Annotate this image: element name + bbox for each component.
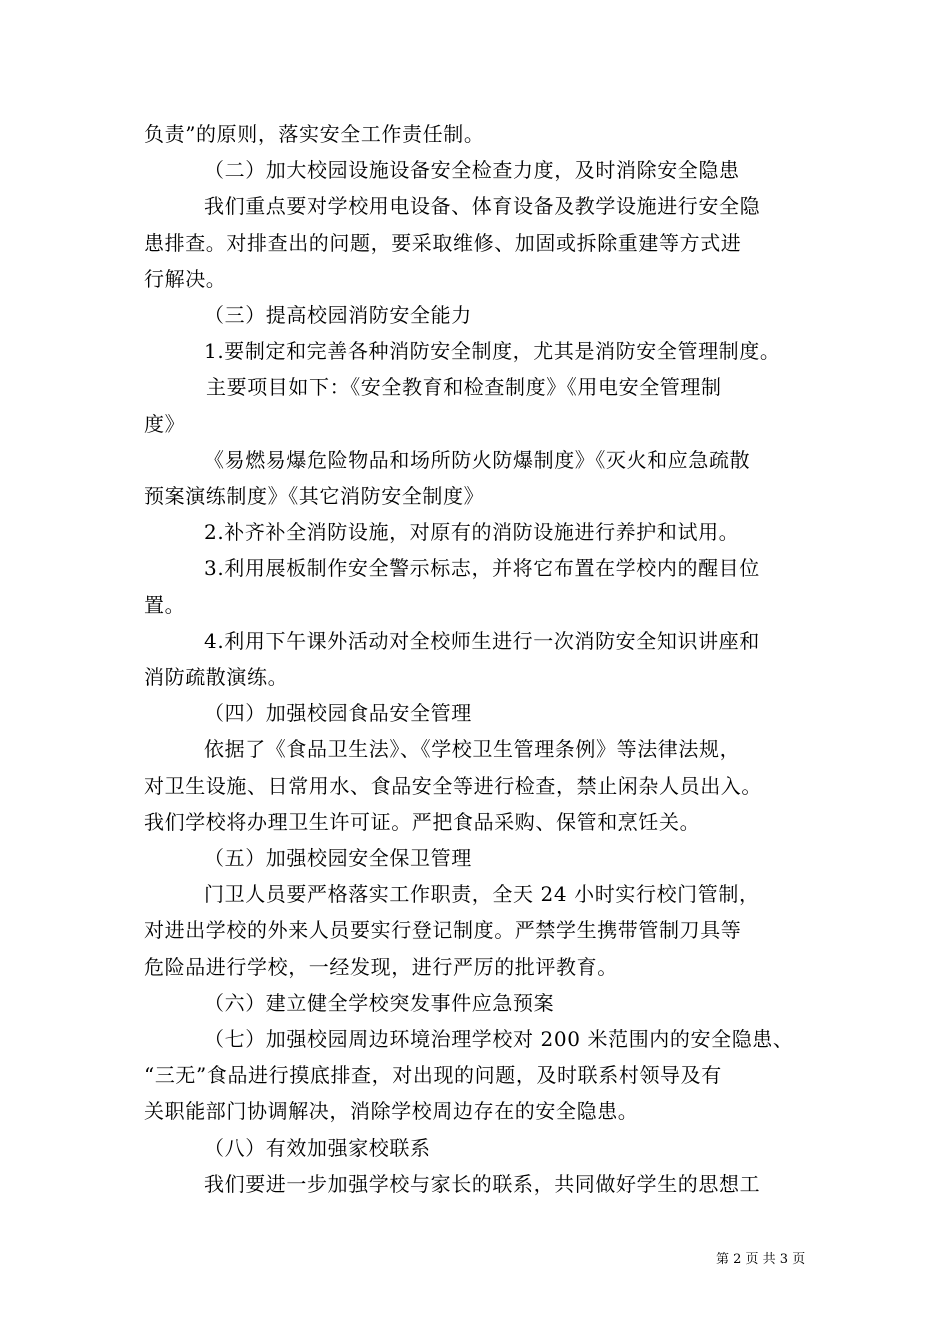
paragraph-line: 门卫人员要严格落实工作职责，全天 24 小时实行校门管制， (204, 882, 760, 907)
list-item-2: 2.补齐补全消防设施，对原有的消防设施进行养护和试用。 (204, 520, 740, 545)
section-heading-7: （七）加强校园周边环境治理学校对 200 米范围内的安全隐患、 (204, 1027, 794, 1052)
paragraph-line: 我们要进一步加强学校与家长的联系，共同做好学生的思想工 (204, 1171, 761, 1196)
document-body (144, 116, 824, 1202)
paragraph-line: “三无”食品进行摸底排查，对出现的问题，及时联系村领导及有 (144, 1063, 722, 1088)
paragraph-line: 消防疏散演练。 (144, 665, 289, 690)
paragraph-line: 危险品进行学校，一经发现，进行严厉的批评教育。 (144, 954, 618, 979)
paragraph-line: 对进出学校的外来人员要实行登记制度。严禁学生携带管制刀具等 (144, 918, 742, 943)
paragraph-line: 我们重点要对学校用电设备、体育设备及教学设施进行安全隐 (204, 194, 761, 219)
paragraph-line: 对卫生设施、日常用水、食品安全等进行检查，禁止闲杂人员出入。 (144, 773, 762, 798)
section-heading-4: （四）加强校园食品安全管理 (204, 701, 472, 726)
paragraph-line: 依据了《食品卫生法》、《学校卫生管理条例》等法律法规， (204, 737, 741, 762)
section-heading-2: （二）加大校园设施设备安全检查力度，及时消除安全隐患 (204, 158, 740, 183)
paragraph-line: 患排查。对排查出的问题，要采取维修、加固或拆除重建等方式进 (144, 230, 742, 255)
paragraph-line: 负责”的原则，落实安全工作责任制。 (144, 122, 485, 146)
list-item-3: 3.利用展板制作安全警示标志，并将它布置在学校内的醒目位 (204, 556, 760, 581)
section-heading-6: （六）建立健全学校突发事件应急预案 (204, 990, 555, 1015)
paragraph-line: 我们学校将办理卫生许可证。严把食品采购、保管和烹饪关。 (144, 809, 701, 834)
paragraph-line: 关职能部门协调解决，消除学校周边存在的安全隐患。 (144, 1099, 639, 1124)
section-heading-8: （八）有效加强家校联系 (204, 1135, 431, 1160)
paragraph-line: 行解决。 (144, 266, 227, 291)
paragraph-line: 预案演练制度》《其它消防安全制度》 (144, 484, 485, 509)
paragraph-line: 度》 (144, 411, 186, 436)
paragraph-line: 《易燃易爆危险物品和场所防火防爆制度》《灭火和应急疏散 (204, 447, 751, 472)
list-item-1: 1.要制定和完善各种消防安全制度，尤其是消防安全管理制度。 (204, 339, 781, 364)
page-number-footer: 第 2 页 共 3 页 (716, 1252, 806, 1267)
section-heading-3: （三）提高校园消防安全能力 (204, 303, 472, 328)
paragraph-line: 置。 (144, 592, 186, 617)
section-heading-5: （五）加强校园安全保卫管理 (204, 846, 472, 871)
paragraph-line: 主要项目如下：《安全教育和检查制度》《用电安全管理制 (206, 375, 722, 400)
list-item-4: 4.利用下午课外活动对全校师生进行一次消防安全知识讲座和 (204, 628, 760, 653)
